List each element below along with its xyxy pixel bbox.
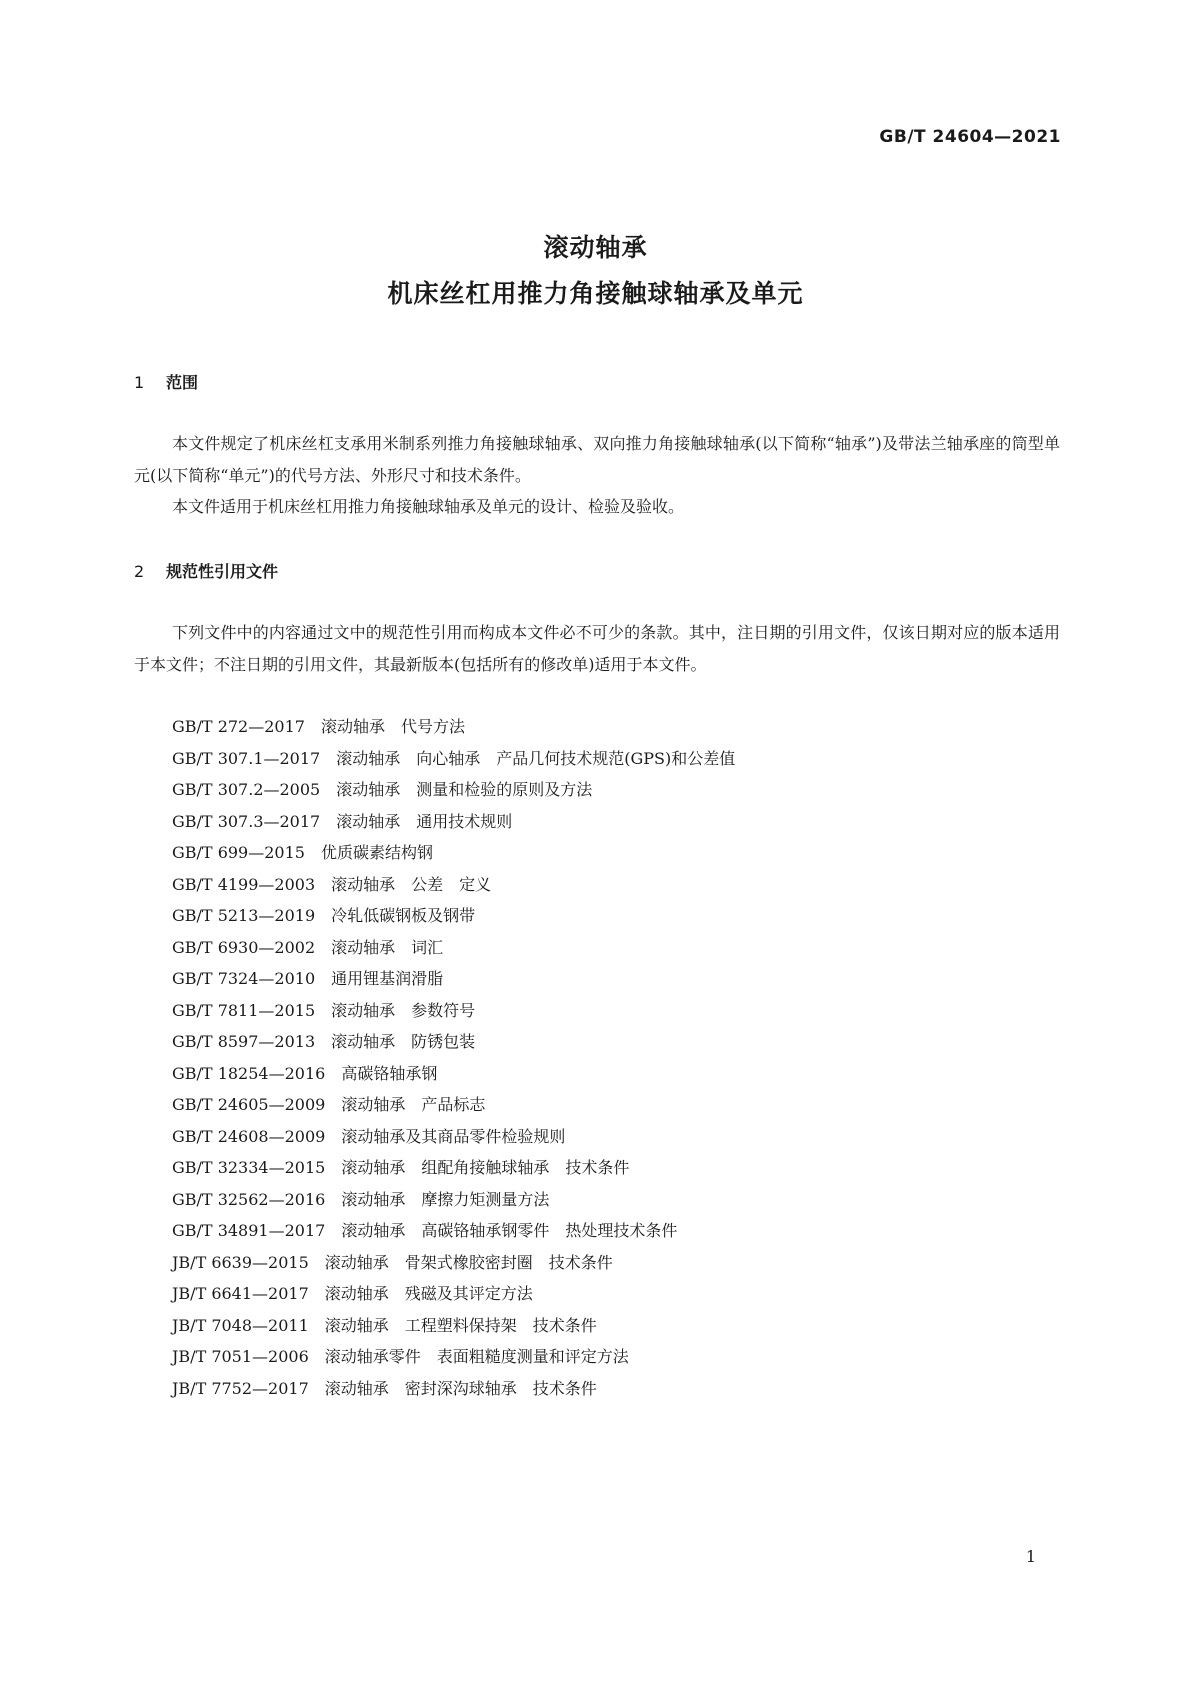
reference-item <box>172 1058 735 1090</box>
reference-item <box>172 774 735 806</box>
reference-title: 滚动轴承 参数符号 <box>331 1000 476 1020</box>
reference-title: 滚动轴承及其商品零件检验规则 <box>341 1126 566 1146</box>
reference-item <box>172 963 735 995</box>
reference-code: GB/T 307.3—2017 <box>172 811 321 831</box>
reference-item <box>172 1184 735 1216</box>
reference-item <box>172 1341 735 1373</box>
reference-item <box>172 1121 735 1153</box>
reference-code: JB/T 6639—2015 <box>172 1252 309 1272</box>
reference-code: JB/T 6641—2017 <box>172 1284 309 1303</box>
reference-item <box>172 1026 735 1058</box>
reference-item <box>172 1373 735 1405</box>
paragraph: 本文件规定了机床丝杠支承用米制系列推力角接触球轴承、双向推力角接触球轴承(以下简称“轴承”)及带法兰轴承座的筒型单元(以下简称“单元”)的代号方法、外形尺寸和技术条件。 <box>134 434 1060 485</box>
reference-title: 冷轧低碳钢板及钢带 <box>331 906 476 925</box>
reference-code: JB/T 7051—2006 <box>172 1347 309 1366</box>
reference-code: GB/T 7324—2010 <box>172 969 316 988</box>
reference-title: 滚动轴承 高碳铬轴承钢零件 热处理技术条件 <box>341 1221 678 1240</box>
reference-item <box>172 1089 735 1121</box>
reference-code: JB/T 7048—2011 <box>172 1315 309 1335</box>
reference-code: GB/T 32562—2016 <box>172 1189 326 1209</box>
section-number: 2 <box>134 562 145 581</box>
reference-code: GB/T 24608—2009 <box>172 1126 326 1146</box>
reference-title: 高碳铬轴承钢 <box>341 1063 438 1083</box>
reference-list <box>172 711 735 1404</box>
reference-item <box>172 995 735 1027</box>
reference-item <box>172 869 735 901</box>
document-title-line1: 滚动轴承 <box>543 233 648 262</box>
reference-code: GB/T 5213—2019 <box>172 906 316 925</box>
reference-code: GB/T 307.1—2017 <box>172 748 321 768</box>
reference-code: GB/T 32334—2015 <box>172 1158 326 1177</box>
reference-code: GB/T 6930—2002 <box>172 937 316 957</box>
reference-item <box>172 711 735 743</box>
reference-item <box>172 1310 735 1342</box>
reference-item <box>172 837 735 869</box>
reference-title: 滚动轴承 摩擦力矩测量方法 <box>341 1189 550 1209</box>
standard-code: GB/T 24604—2021 <box>879 127 1061 147</box>
paragraph: 本文件适用于机床丝杠用推力角接触球轴承及单元的设计、检验及验收。 <box>172 497 685 516</box>
reference-item <box>172 932 735 964</box>
reference-code: JB/T 7752—2017 <box>172 1378 309 1398</box>
reference-title: 滚动轴承 测量和检验的原则及方法 <box>336 780 593 799</box>
reference-title: 滚动轴承 词汇 <box>331 937 444 957</box>
reference-item <box>172 900 735 932</box>
reference-title: 滚动轴承 防锈包装 <box>331 1032 476 1051</box>
reference-title: 滚动轴承 代号方法 <box>320 717 465 736</box>
reference-title: 滚动轴承 骨架式橡胶密封圈 技术条件 <box>324 1252 613 1272</box>
section-number: 1 <box>134 373 145 392</box>
reference-code: GB/T 34891—2017 <box>172 1221 326 1240</box>
reference-title: 滚动轴承 公差 定义 <box>331 874 492 894</box>
section-heading-normative-references <box>134 559 278 582</box>
reference-title: 通用锂基润滑脂 <box>331 969 444 988</box>
reference-title: 滚动轴承 向心轴承 产品几何技术规范(GPS)和公差值 <box>336 748 736 768</box>
section-title: 规范性引用文件 <box>166 562 279 581</box>
reference-title: 滚动轴承 残磁及其评定方法 <box>324 1284 533 1303</box>
reference-item <box>172 1152 735 1184</box>
reference-title: 滚动轴承 工程塑料保持架 技术条件 <box>324 1315 597 1335</box>
reference-code: GB/T 18254—2016 <box>172 1063 326 1083</box>
reference-title: 滚动轴承 产品标志 <box>341 1095 486 1114</box>
reference-title: 滚动轴承 通用技术规则 <box>336 811 513 831</box>
paragraph: 下列文件中的内容通过文中的规范性引用而构成本文件必不可少的条款。其中，注日期的引用文件，仅该日期对应的版本适用于本文件；不注日期的引用文件，其最新版本(包括所有的修改单)适用于本文件。 <box>134 623 1060 674</box>
reference-code: GB/T 699—2015 <box>172 843 305 862</box>
reference-item <box>172 1215 735 1247</box>
reference-title: 优质碳素结构钢 <box>320 843 433 862</box>
reference-code: GB/T 4199—2003 <box>172 874 316 894</box>
reference-item <box>172 806 735 838</box>
reference-code: GB/T 8597—2013 <box>172 1032 316 1051</box>
section-title: 范围 <box>166 373 199 392</box>
page-number: 1 <box>1025 1547 1036 1566</box>
reference-item <box>172 1278 735 1310</box>
reference-title: 滚动轴承零件 表面粗糙度测量和评定方法 <box>324 1347 629 1366</box>
reference-item <box>172 743 735 775</box>
reference-code: GB/T 272—2017 <box>172 717 305 736</box>
section-heading-scope <box>134 370 198 393</box>
reference-item <box>172 1247 735 1279</box>
reference-title: 滚动轴承 组配角接触球轴承 技术条件 <box>341 1158 630 1177</box>
reference-code: GB/T 24605—2009 <box>172 1095 326 1114</box>
reference-title: 滚动轴承 密封深沟球轴承 技术条件 <box>324 1378 597 1398</box>
reference-code: GB/T 307.2—2005 <box>172 780 321 799</box>
document-title-line2: 机床丝杠用推力角接触球轴承及单元 <box>387 279 804 308</box>
reference-code: GB/T 7811—2015 <box>172 1000 316 1020</box>
